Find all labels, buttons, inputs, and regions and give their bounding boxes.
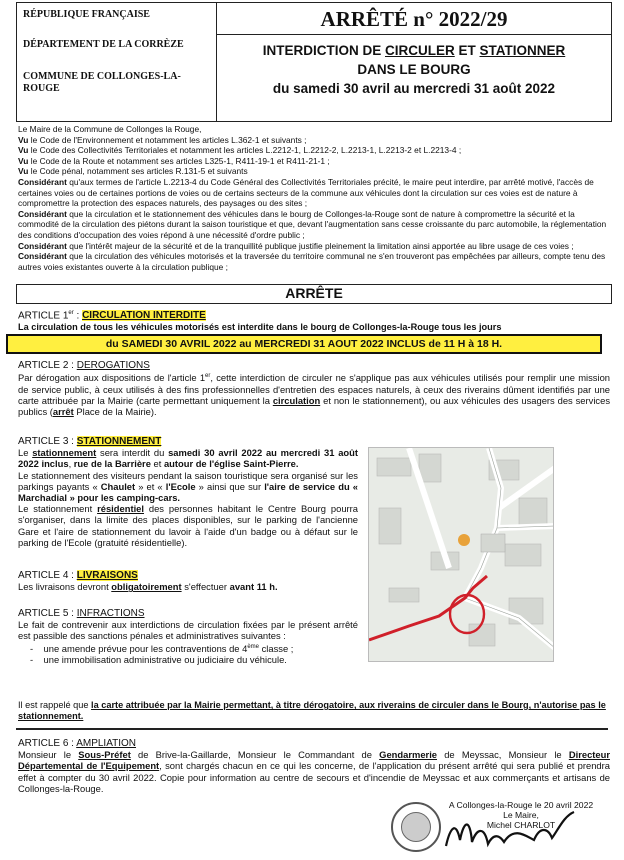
municipal-seal bbox=[391, 802, 441, 852]
article-4 bbox=[18, 570, 358, 592]
preamble-item: Considérant que la circulation des véhicules motorisés et la traversée du territoire communal ne s'en trouveront pas empêchées par ailleurs, compte tenu des autres voies existantes ouverte à la circulation publique ; bbox=[18, 251, 606, 272]
article-6-text: Monsieur le Sous-Préfet de Brive-la-Gaillarde, Monsieur le Commandant de Gendarmerie de Meyssac, Monsieur le Directeur Départemental de l'Equipement, sont chargés chacun en ce qui les concerne, de l'application du présent arrêté qui sera publié et prendra effet à compter du 30 avril 2022. Copie pour information au centre de secours et d'incendie de Meyssac et aux commerçants et artisans de Collonges-la-Rouge. bbox=[18, 749, 610, 794]
preamble-item: Vu le Code de la Route et notamment ses articles L325-1, R411-19-1 et R411-21-1 ; bbox=[18, 155, 330, 166]
article-2-text: Par dérogation aux dispositions de l'article 1er, cette interdiction de circuler ne s'applique pas aux véhicules utilisés pour remplir une mission de service public, à ceux utilisés à des fins professionnelles d'entretien des espaces naturels, à ceux des riverains dûment identifiés par une carte attribuée par la Mairie (carte permettant uniquement la circulation et non le stationnement), ou aux véhicules des usagers des services publics (arrêt Place de la Mairie). bbox=[18, 372, 611, 417]
preamble bbox=[18, 124, 610, 272]
preamble-item: Vu le Code de l'Environnement et notamment les articles L.362-1 et suivants ; bbox=[18, 134, 307, 145]
decree-subject bbox=[217, 41, 611, 98]
article-3-para-2: Le stationnement des visiteurs pendant la saison touristique sera organisé sur les parkings payants « Chaulet » et « l'Ecole » ainsi que sur l'aire de service du « Marchadial » pour les camping-cars. bbox=[18, 469, 358, 504]
article-3-para-1: Le stationnement sera interdit du samedi 30 avril 2022 au mercredi 31 août 2022 inclus, rue de la Barrière et autour de l'église Saint-Pierre. bbox=[18, 447, 358, 470]
article-6-title: ARTICLE 6 : AMPLIATION bbox=[18, 738, 137, 749]
department-label: DÉPARTEMENT DE LA CORRÈZE bbox=[23, 39, 184, 50]
article-5-bullet-2: - une immobilisation administrative ou judiciaire du véhicule. bbox=[30, 653, 287, 665]
article-3-para-3: Le stationnement résidentiel des personnes habitant le Centre Bourg pourra s'organiser, dans la limite des places disponibles, sur le parking de l'ancienne Gare et l'aire de stationnement du lavoir à l'aide d'un badge ou à défaut sur le parking de l'Ecole (gratuité résidentielle). bbox=[18, 503, 358, 548]
handwritten-signature bbox=[440, 806, 580, 860]
article-4-text: Les livraisons devront obligatoirement s'effectuer avant 11 h. bbox=[18, 581, 278, 593]
issuer-block bbox=[17, 3, 217, 121]
article-3-title: ARTICLE 3 : STATIONNEMENT bbox=[18, 436, 162, 447]
article-5-title: ARTICLE 5 : INFRACTIONS bbox=[18, 608, 145, 619]
preamble-item: Considérant qu'aux termes de l'article L.2213-4 du Code Général des Collectivités Territoriales précité, le maire peut interdire, par arrêté motivé, l'accès de certaines voies ou de certaines portions de voies ou de certains secteurs de la commune aux véhicules dont la circulation sur ces voies est de nature à compromettre la protection des espaces naturels, des paysages ou des sites ; bbox=[18, 176, 594, 209]
subject-line-2: DANS LE BOURG bbox=[357, 62, 471, 77]
arrete-heading: ARRÊTE bbox=[16, 284, 612, 304]
map-drawing bbox=[369, 448, 554, 662]
article-4-title: ARTICLE 4 : LIVRAISONS bbox=[18, 570, 138, 581]
article-1 bbox=[18, 308, 610, 333]
decree-header bbox=[16, 2, 612, 122]
date-banner: du SAMEDI 30 AVRIL 2022 au MERCREDI 31 AOUT 2022 INCLUS de 11 H à 18 H. bbox=[6, 334, 602, 354]
article-6 bbox=[18, 738, 610, 794]
preamble-item: Vu le Code des Collectivités Territoriales et notamment les articles L.2212-1, L.2212-2, L.2213-1, L.2213-2 et L.2213-4 ; bbox=[18, 145, 462, 156]
section-divider bbox=[16, 728, 608, 730]
article-2 bbox=[18, 360, 610, 417]
signature-name: Michel CHARLOT bbox=[486, 820, 556, 830]
article-5 bbox=[18, 608, 358, 665]
preamble-intro: Le Maire de la Commune de Collonges la Rouge, bbox=[18, 124, 202, 134]
article-5-bullet-1: - une amende prévue pour les contraventions de 4ème classe ; bbox=[30, 642, 294, 654]
signature-role: Le Maire, bbox=[503, 810, 539, 820]
subject-line-1: INTERDICTION DE CIRCULER ET STATIONNER bbox=[262, 43, 566, 58]
republic-label: RÉPUBLIQUE FRANÇAISE bbox=[23, 9, 150, 20]
article-1-title: ARTICLE 1er : CIRCULATION INTERDITE bbox=[18, 310, 206, 322]
article-5-text: Le fait de contrevenir aux interdictions de circulation fixées par le présent arrêté est passible des sanctions pénales et administratives suivantes : bbox=[18, 619, 358, 642]
article-3 bbox=[18, 436, 358, 548]
article-1-text: La circulation de tous les véhicules motorisés est interdite dans le bourg de Collonges-la-Rouge tous les jours bbox=[18, 321, 502, 332]
signature-place-date: A Collonges-la-Rouge le 20 avril 2022 bbox=[448, 800, 594, 810]
subject-line-3: du samedi 30 avril au mercredi 31 août 2022 bbox=[272, 81, 556, 96]
article-2-title: ARTICLE 2 : DEROGATIONS bbox=[18, 360, 150, 371]
decree-number: ARRÊTÉ n° 2022/29 bbox=[217, 3, 611, 35]
preamble-item: Considérant que l'intérêt majeur de la sécurité et de la tranquillité publique justifie pleinement la limitation ainsi apportée au libre usage de ces voies ; bbox=[18, 240, 574, 251]
preamble-item: Considérant que la circulation et le stationnement des véhicules dans le bourg de Collonges-la-Rouge sont de nature à compromettre la sécurité et la commodité de la circulation des piétons durant la saison touristique et que, devant l'augmentation sans cesse croissante du parc automobile, la réglementation des conditions d'occupation des voies répond à une nécessité d'ordre public ; bbox=[18, 208, 607, 240]
village-map bbox=[368, 447, 554, 662]
reminder: Il est rappelé que la carte attribuée par la Mairie permettant, à titre dérogatoire, aux riverains de circuler dans le Bourg, n'autorise pas le stationnement. bbox=[18, 700, 606, 722]
preamble-items bbox=[18, 135, 610, 273]
title-block bbox=[217, 3, 611, 121]
commune-label: COMMUNE DE COLLONGES-LA-ROUGE bbox=[23, 71, 181, 94]
preamble-item: Vu le Code pénal, notamment ses articles R.131-5 et suivants bbox=[18, 166, 248, 177]
